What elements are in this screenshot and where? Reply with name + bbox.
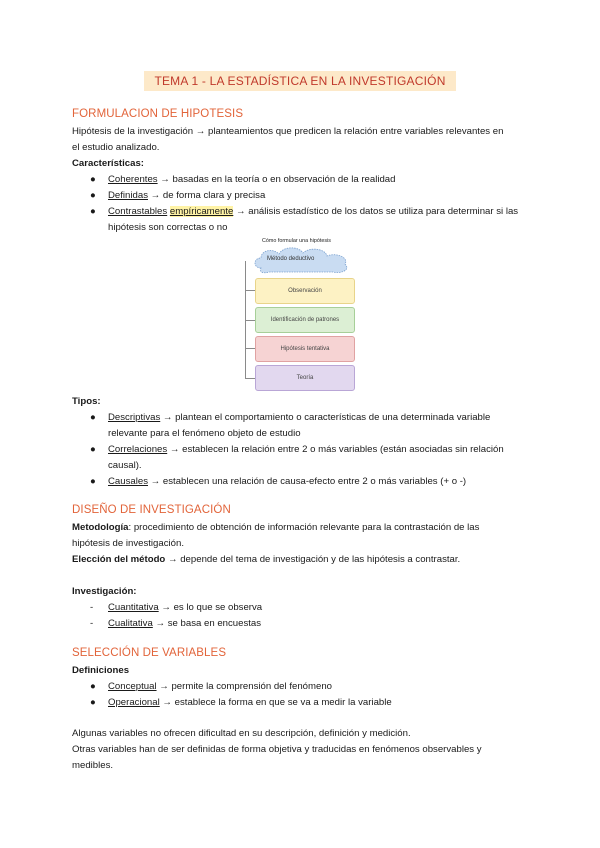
dash-marker: - — [90, 618, 94, 629]
term-cuantitativa: Cuantitativa — [108, 602, 159, 613]
desc-cuantitativa: → es lo que se observa — [158, 602, 263, 613]
desc-descriptivas: → plantean el comportamiento o características de una determinada variable relevante para el fenómeno objeto de estudio — [108, 412, 491, 439]
list-item-descriptivas — [90, 410, 530, 442]
desc-correlaciones: → establecen la relación entre 2 o más variables (están asociadas sin relación causal). — [108, 444, 504, 471]
diagram-box-teoria: Teoría — [255, 365, 355, 391]
bullet-marker: ● — [90, 476, 96, 487]
desc-coherentes: → basadas en la teoría o en observación de la realidad — [157, 174, 396, 185]
metodologia-line1 — [72, 520, 532, 536]
desc-operacional: → establece la forma en que se va a medir la variable — [159, 697, 392, 708]
heading-hipotesis: FORMULACION DE HIPOTESIS — [72, 108, 244, 120]
metodologia-line2: hipótesis de investigación. — [72, 538, 184, 549]
bullet-marker: ● — [90, 412, 96, 423]
seleccion-para2-line1: Otras variables han de ser definidas de forma objetiva y traducidas en fenómenos observables y — [72, 744, 482, 755]
term-conceptual: Conceptual — [108, 681, 157, 692]
title-wrap — [0, 71, 600, 91]
heading-diseno: DISEÑO DE INVESTIGACIÓN — [72, 504, 231, 516]
term-cualitativa: Cualitativa — [108, 618, 153, 629]
tipos-label: Tipos: — [72, 396, 101, 407]
desc-cualitativa: → se basa en encuestas — [152, 618, 262, 629]
term-definidas: Definidas — [108, 190, 148, 201]
heading-seleccion: SELECCIÓN DE VARIABLES — [72, 647, 227, 659]
page-title: TEMA 1 - LA ESTADÍSTICA EN LA INVESTIGACIÓN — [144, 71, 455, 91]
bullet-marker: ● — [90, 444, 96, 455]
list-item-coherentes — [90, 172, 530, 188]
connector-branch — [245, 290, 255, 291]
desc-conceptual: → permite la comprensión del fenómeno — [156, 681, 332, 692]
list-item-conceptual — [90, 679, 530, 695]
hipotesis-intro-line2: el estudio analizado. — [72, 142, 160, 153]
caracteristicas-label: Características: — [72, 158, 144, 169]
eleccion-text: → depende del tema de investigación y de las hipótesis a contrastar. — [165, 554, 461, 565]
hypothesis-diagram — [237, 238, 362, 393]
definiciones-label: Definiciones — [72, 665, 130, 676]
list-item-definidas — [90, 188, 530, 204]
connector-branch — [245, 320, 255, 321]
list-item-cualitativa — [90, 616, 530, 632]
metodologia-text: : procedimiento de obtención de información relevante para la contrastación de las — [128, 522, 480, 533]
term-coherentes: Coherentes — [108, 174, 158, 185]
list-item-operacional — [90, 695, 530, 711]
term-empiricamente: empíricamente — [169, 206, 234, 217]
term-correlaciones: Correlaciones — [108, 444, 168, 455]
seleccion-para2-line2: medibles. — [72, 760, 114, 771]
bullet-marker: ● — [90, 681, 96, 692]
diagram-box-hipotesis: Hipótesis tentativa — [255, 336, 355, 362]
diagram-box-observacion: Observación — [255, 278, 355, 304]
investigacion-label: Investigación: — [72, 586, 137, 597]
list-item-correlaciones — [90, 442, 530, 474]
diagram-title: Cómo formular una hipótesis — [262, 238, 331, 244]
dash-marker: - — [90, 602, 94, 613]
hipotesis-intro-line1: Hipótesis de la investigación → planteamientos que predicen la relación entre variables relevantes en — [72, 126, 504, 137]
desc-definidas: → de forma clara y precisa — [148, 190, 266, 201]
desc-contrastables: → análisis estadístico de los datos se utiliza para determinar si las hipótesis son correctas o no — [108, 206, 519, 233]
list-item-causales — [90, 474, 530, 490]
term-operacional: Operacional — [108, 697, 160, 708]
bullet-marker: ● — [90, 174, 96, 185]
bullet-marker: ● — [90, 697, 96, 708]
bullet-marker: ● — [90, 190, 96, 201]
term-contrastables: Contrastables — [108, 206, 168, 217]
list-item-cuantitativa — [90, 600, 530, 616]
connector-branch — [245, 378, 255, 379]
seleccion-para1: Algunas variables no ofrecen dificultad en su descripción, definición y medición. — [72, 728, 411, 739]
eleccion-term: Elección del método — [72, 554, 166, 565]
term-descriptivas: Descriptivas — [108, 412, 161, 423]
eleccion-line — [72, 552, 532, 568]
bullet-marker: ● — [90, 206, 96, 217]
metodologia-term: Metodología — [72, 522, 129, 533]
desc-causales: → establecen una relación de causa-efecto entre 2 o más variables (+ o -) — [148, 476, 467, 487]
cloud-label: Método deductivo — [267, 256, 315, 262]
term-causales: Causales — [108, 476, 148, 487]
connector-branch — [245, 348, 255, 349]
list-item-contrastables — [90, 204, 530, 236]
diagram-box-patrones: Identificación de patrones — [255, 307, 355, 333]
